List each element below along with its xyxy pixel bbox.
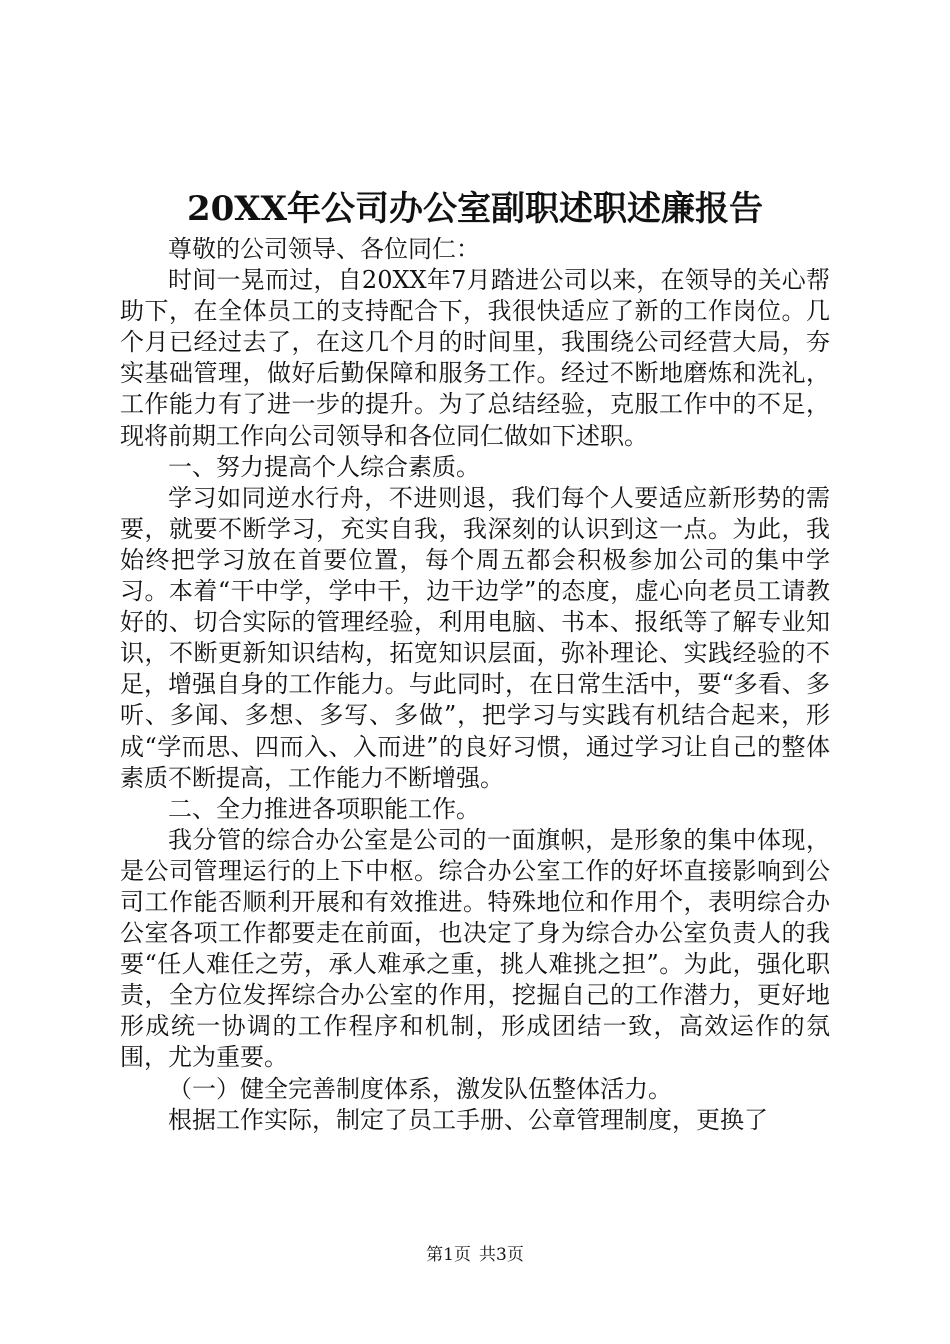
office-paragraph: 我分管的综合办公室是公司的一面旗帜，是形象的集中体现，是公司管理运行的上下中枢。综合办公室工作的好坏直接影响到公司工作能否顺利开展和有效推进。特殊地位和作用个，表明综合办公室各项工作都要走在前面，也决定了身为综合办公室负责人的我要“任人难任之劳，承人难承之重，挑人难挑之担”。为此，强化职责，全方位发挥综合办公室的作用，挖掘自己的工作潜力，更好地形成统一协调的工作程序和机制，形成团结一致，高效运作的氛围，尤为重要。 <box>120 825 830 1072</box>
page-number-total: 共3页 <box>479 1245 524 1265</box>
salutation-paragraph: 尊敬的公司领导、各位同仁： <box>168 235 480 263</box>
section-heading-2: 二、全力推进各项职能工作。 <box>168 794 480 823</box>
page-footer <box>0 1244 950 1266</box>
intro-paragraph: 时间一晃而过，自20XX年7月踏进公司以来，在领导的关心帮助下，在全体员工的支持配合下，我很快适应了新的工作岗位。几个月已经过去了，在这几个月的时间里，我围绕公司经营大局，夯实基础管理，做好后勤保障和服务工作。经过不断地磨炼和洗礼，工作能力有了进一步的提升。为了总结经验，克服工作中的不足，现将前期工作向公司领导和各位同仁做如下述职。 <box>120 266 830 450</box>
subsection-heading-1: （一）健全完善制度体系，激发队伍整体活力。 <box>168 1074 672 1103</box>
system-paragraph: 根据工作实际，制定了员工手册、公章管理制度，更换了 <box>168 1105 768 1134</box>
section-heading-1: 一、努力提高个人综合素质。 <box>168 452 480 481</box>
document-title: 20XX年公司办公室副职述职述廉报告 <box>186 189 764 229</box>
page-number-current: 第1页 <box>426 1245 471 1265</box>
document-body <box>120 234 830 1136</box>
study-paragraph: 学习如同逆水行舟，不进则退，我们每个人要适应新形势的需要，就要不断学习，充实自我，我深刻的认识到这一点。为此，我始终把学习放在首要位置，每个周五都会积极参加公司的集中学习。本着“干中学，学中干，边干边学”的态度，虚心向老员工请教好的、切合实际的管理经验，利用电脑、书本、报纸等了解专业知识，不断更新知识结构，拓宽知识层面，弥补理论、实践经验的不足，增强自身的工作能力。与此同时，在日常生活中，要“多看、多听、多闻、多想、多写、多做”，把学习与实践有机结合起来，形成“学而思、四而入、入而进”的良好习惯，通过学习让自己的整体素质不断提高，工作能力不断增强。 <box>120 483 830 792</box>
document-page <box>120 186 830 1136</box>
